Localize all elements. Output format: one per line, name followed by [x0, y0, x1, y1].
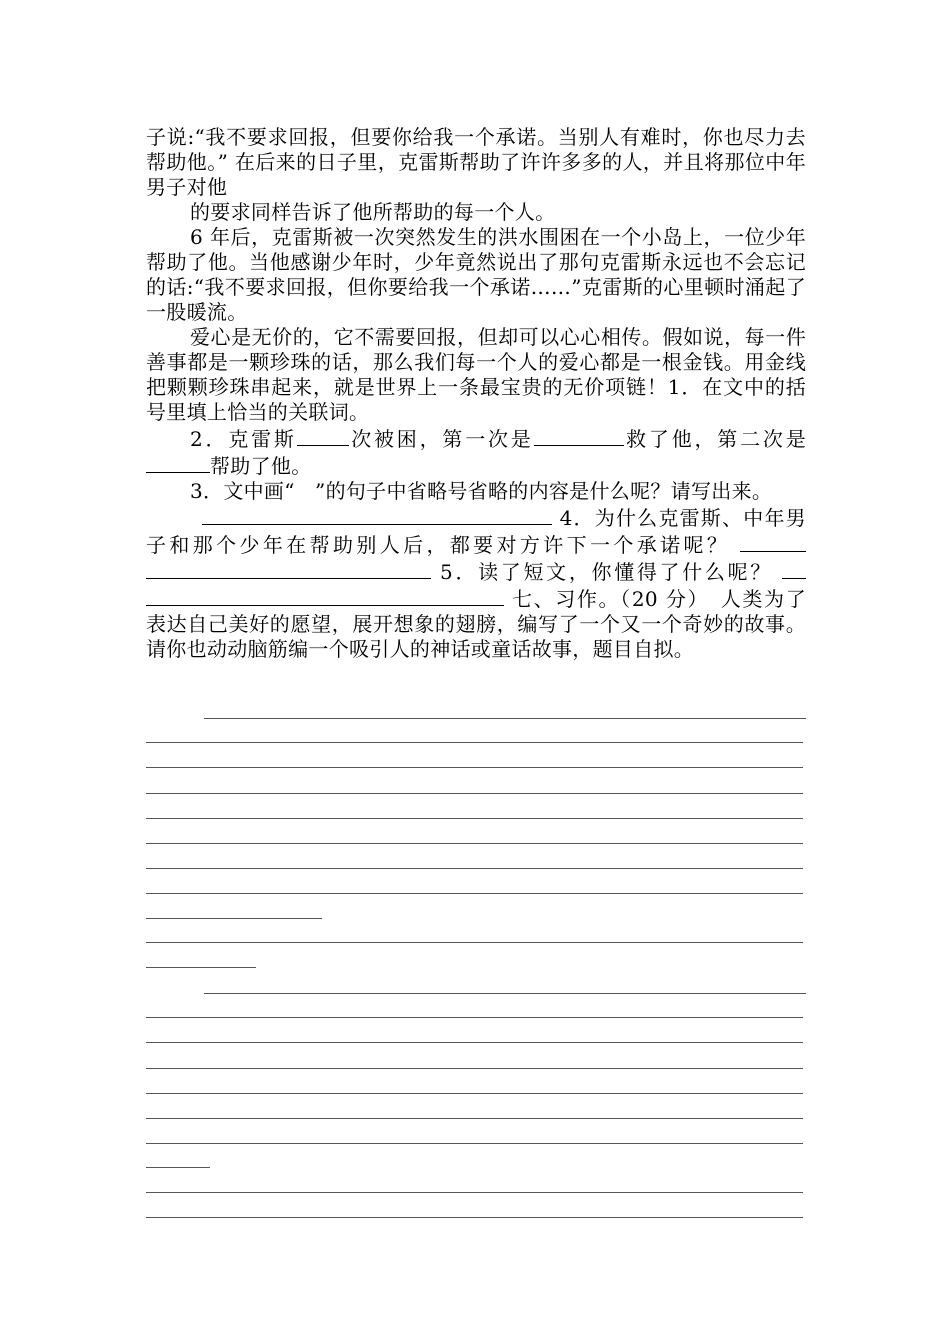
writing-line[interactable]	[146, 1017, 803, 1018]
writing-line[interactable]	[146, 1068, 803, 1069]
writing-line[interactable]	[204, 718, 806, 719]
paragraph-3-text: 6 年后，克雷斯被一次突然发生的洪水围困在一个小岛上，一位少年帮助了他。当他感谢少年时，少年竟然说出了那句克雷斯永远也不会忘记的话:“我不要求回报，但你要给我一个承诺……”克雷斯的心里顿时涌起了一股暖流。	[146, 225, 806, 324]
writing-line[interactable]	[146, 1143, 803, 1144]
writing-line[interactable]	[146, 967, 256, 968]
writing-line[interactable]	[146, 843, 803, 844]
section-7-text: 人类为了表达自己美好的愿望，展开想象的翅膀，编写了一个又一个奇妙的故事。请你也动动脑筋编一个吸引人的神话或童话故事，题目自拟。	[146, 587, 806, 661]
writing-line[interactable]	[146, 1192, 803, 1193]
question-2-part-b: 次被困，第一次是	[348, 427, 534, 451]
writing-line[interactable]	[146, 868, 803, 869]
writing-line[interactable]	[146, 767, 803, 768]
paragraph-1-text: 子说:“我不要求回报，但要你给我一个承诺。当别人有难时，你也尽力去帮助他。” 在后来的日子里，克雷斯帮助了许许多多的人，并且将那位中年男子对他	[146, 125, 806, 199]
writing-line[interactable]	[146, 942, 803, 943]
question-4-text: 4．为什么克雷斯、中年男子和那个少年在帮助别人后，都要对方许下一个承诺呢？	[146, 506, 806, 557]
writing-line[interactable]	[146, 893, 803, 894]
writing-line[interactable]	[146, 1042, 803, 1043]
question-2-part-c: 救了他，第二次是	[623, 427, 806, 451]
question-2-part-a: 2．克雷斯	[190, 427, 297, 451]
writing-line[interactable]	[204, 993, 806, 994]
question-3-text: 3．文中画“ ”的句子中省略号省略的内容是什么呢？请写出来。	[190, 479, 773, 503]
question-5-text: 5．读了短文，你懂得了什么呢？	[440, 560, 773, 584]
paragraph-2-text: 的要求同样告诉了他所帮助的每一个人。	[190, 200, 556, 224]
writing-line[interactable]	[146, 742, 803, 743]
writing-line[interactable]	[146, 1167, 210, 1168]
paragraph-4-text: 爱心是无价的，它不需要回报，但却可以心心相传。假如说，每一件善事都是一颗珍珠的话，那么我们每一个人的爱心都是一根金钱。用金线把颗颗珍珠串起来，就是世界上一条最宝贵的无价项链！	[146, 325, 806, 399]
writing-line[interactable]	[146, 1093, 803, 1094]
question-1: 1．在文中的括号里填上恰当的关联词。	[146, 375, 807, 424]
writing-line[interactable]	[146, 918, 322, 919]
writing-line[interactable]	[146, 818, 803, 819]
section-7-title: 七、习作。（20 分）	[512, 587, 700, 611]
writing-line[interactable]	[146, 793, 803, 794]
writing-line[interactable]	[146, 1217, 803, 1218]
writing-line[interactable]	[146, 1118, 803, 1119]
question-2-part-d: 帮助了他。	[210, 454, 312, 478]
